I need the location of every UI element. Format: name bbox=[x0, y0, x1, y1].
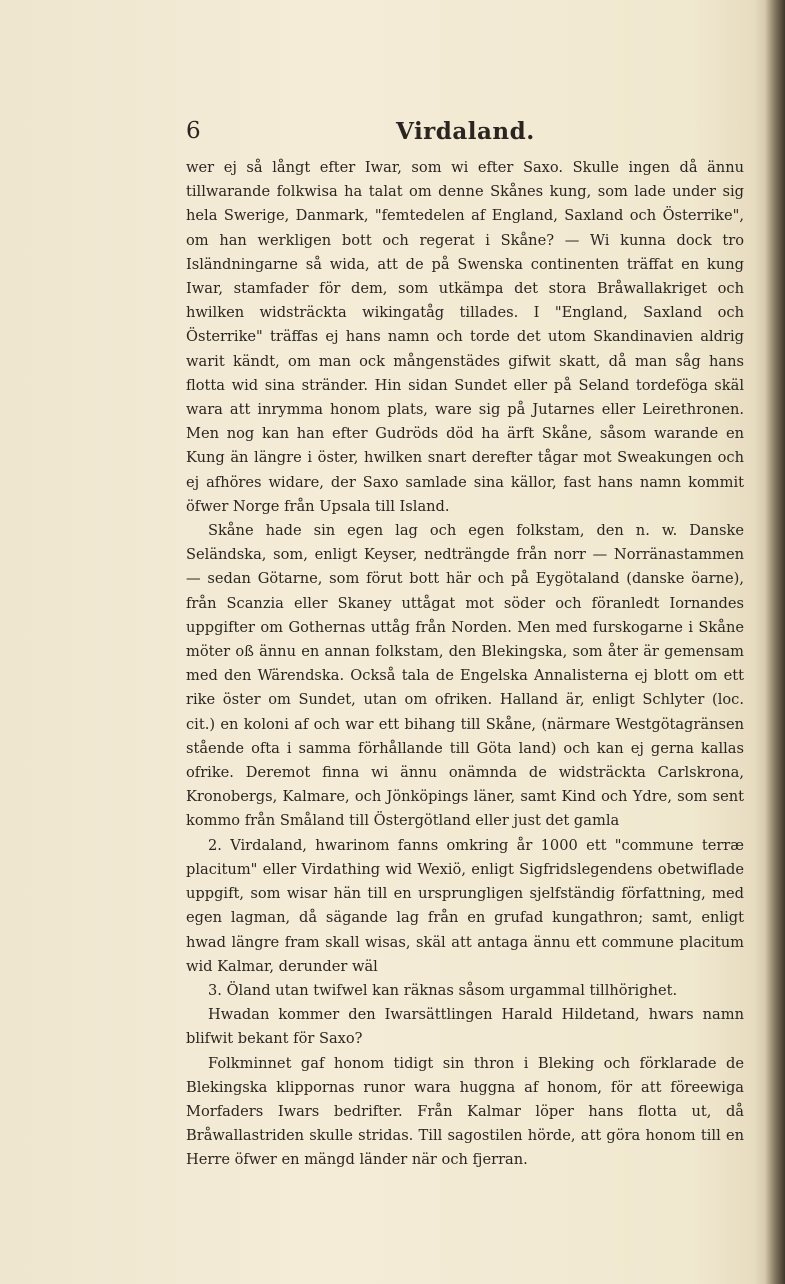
paragraph-6-folkminnet: Folkminnet gaf honom tidigt sin thron i Bleking och förklarade de Blekingska klippornas runor wara huggna af honom, för att föreewiga Morfaders Iwars bedrifter. Från Kalmar löper hans flotta ut, då Bråwallastriden skulle stridas. Till sagostilen hörde, att göra honom till en Herre öfwer en mängd länder när och fjerran. bbox=[186, 1054, 744, 1169]
paragraph-4-oland: 3. Öland utan twifwel kan räknas såsom urgammal tillhörighet. bbox=[208, 981, 678, 999]
body-text bbox=[186, 156, 744, 1173]
page-header bbox=[186, 116, 746, 148]
book-spine-shadow bbox=[765, 0, 785, 1284]
running-title: Virdaland. bbox=[396, 118, 535, 145]
paragraph-1: wer ej så långt efter Iwar, som wi efter Saxo. Skulle ingen då ännu tillwarande folkwisa ha talat om denne Skånes kung, som lade under sig hela Swerige, Danmark, "femtedelen af England, Saxland och Österrike", om han werkligen bott och regerat i Skåne? — Wi kunna dock tro Isländningarne så wida, att de på Swenska continenten träffat en kung Iwar, stamfader för dem, som utkämpa det stora Bråwallakriget och hwilken widsträckta wikingatåg tillades. I "England, Saxland och Österrike" träffas ej hans namn och torde det utom Skandinavien aldrig warit kändt, om man ock mångenstädes gifwit skatt, då man såg hans flotta wid sina stränder. Hin sidan Sundet eller på Seland tordeföga skäl wara att inrymma honom plats, ware sig på Jutarnes eller Leirethronen. Men nog kan han efter Gudröds död ha ärft Skåne, såsom warande en Kung än längre i öster, hwilken snart derefter tågar mot Sweakungen och ej afhöres widare, der Saxo samlade sina källor, fast hans namn kommit öfwer Norge från Upsala till Island. bbox=[186, 159, 744, 515]
page-number: 6 bbox=[186, 118, 201, 144]
paragraph-3-virdaland: 2. Virdaland, hwarinom fanns omkring år 1000 ett "commune terræ placitum" eller Virdathing wid Wexiö, enligt Sigfridslegendens obetwiflade uppgift, som wisar hän till en ursprungligen sjelfständig författning, med egen lagman, då sägande lag från en grufad kungathron; samt, enligt hwad längre fram skall wisas, skäl att antaga ännu ett commune placitum wid Kalmar, derunder wäl bbox=[186, 836, 744, 975]
paragraph-2: Skåne hade sin egen lag och egen folkstam, den n. w. Danske Seländska, som, enligt Keyser, nedträngde från norr — Norränastammen — sedan Götarne, som förut bott här och på Eygötaland (danske öarne), från Scanzia eller Skaney uttågat mot söder och föranledt Iornandes uppgifter om Gothernas uttåg från Norden. Men med furskogarne i Skåne möter oß ännu en annan folkstam, den Blekingska, som åter är gemensam med den Wärendska. Också tala de Engelska Annalisterna ej blott om ett rike öster om Sundet, utan om ofriken. Halland är, enligt Schlyter (loc. cit.) en koloni af och war ett bihang till Skåne, (närmare Westgötagränsen stående ofta i samma förhållande till Göta land) och kan ej gerna kallas ofrike. Deremot finna wi ännu onämnda de widsträckta Carlskrona, Kronobergs, Kalmare, och Jönköpings läner, samt Kind och Ydre, som sent kommo från Småland till Östergötland eller just det gamla bbox=[186, 522, 744, 830]
paragraph-5-harald: Hwadan kommer den Iwarsättlingen Harald Hildetand, hwars namn blifwit bekant för Saxo? bbox=[186, 1006, 744, 1048]
